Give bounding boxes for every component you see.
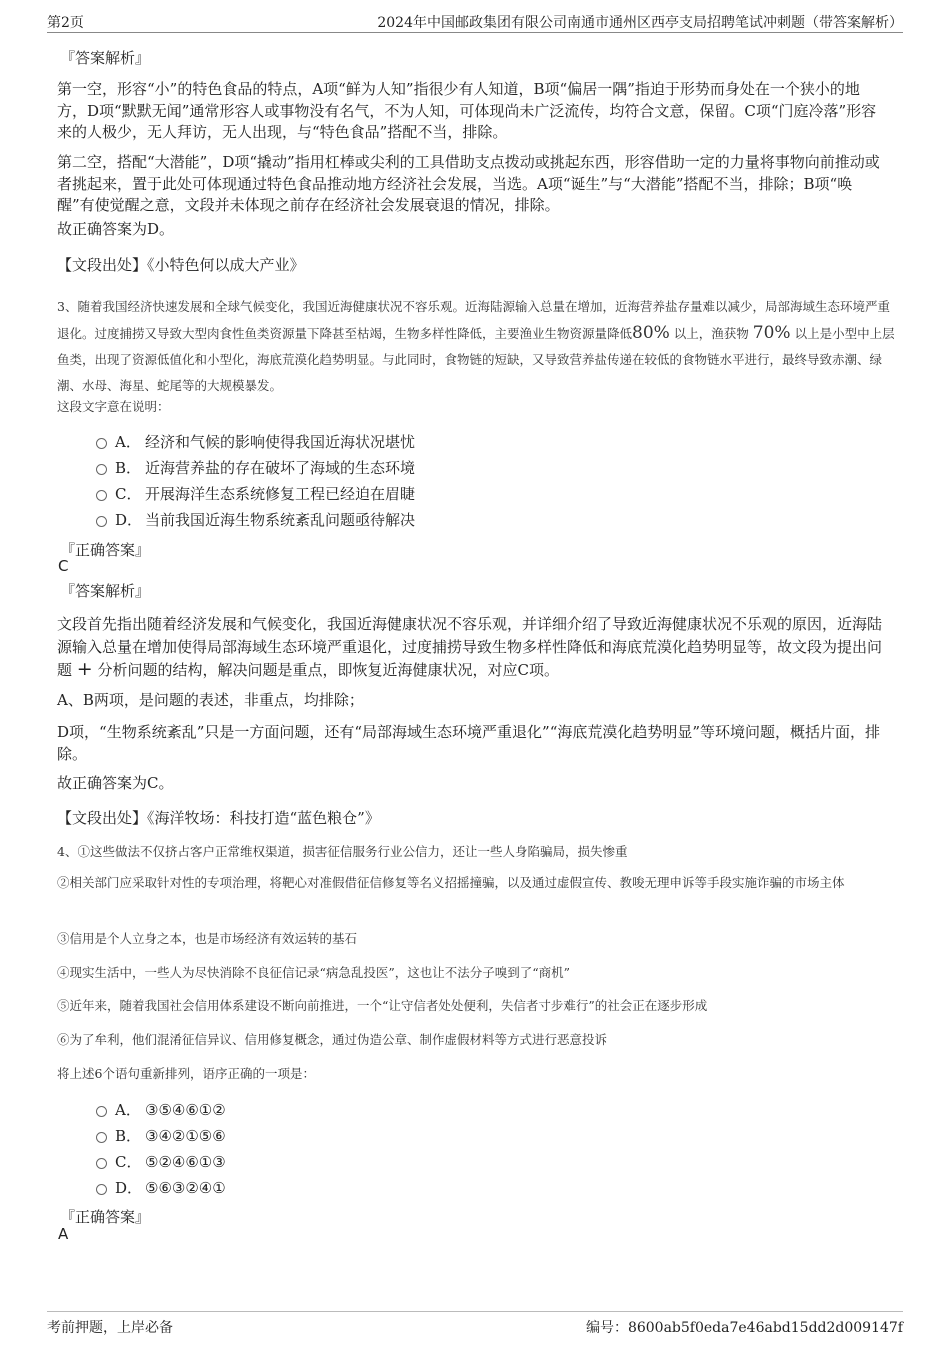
radio-icon[interactable] xyxy=(96,1132,107,1143)
radio-icon[interactable] xyxy=(96,1158,107,1169)
radio-icon[interactable] xyxy=(96,438,107,449)
q4-sentence-1: 4、①这些做法不仅挤占客户正常维权渠道，损害征信服务行业公信力，还让一些人身陷骗局，损失惨重 xyxy=(57,844,628,859)
q3-analysis-p3: D项，“生物系统紊乱”只是一方面问题，还有“局部海域生态环境严重退化”“海底荒漠化趋势明显”等环境问题，概括片面，排除。 xyxy=(57,723,881,763)
radio-icon[interactable] xyxy=(96,490,107,501)
q3-analysis-label: 『答案解析』 xyxy=(60,582,151,600)
q4-option-a[interactable]: A． ③⑤④⑥①② xyxy=(96,1098,226,1122)
radio-icon[interactable] xyxy=(96,1184,107,1195)
q2-analysis-p1: 第一空，形容“小”的特色食品的特点，A项“鲜为人知”指很少有人知道，B项“偏居一隅”指迫于形势而身处在一个狭小的地方，D项“默默无闻”通常形容人或事物没有名气，不为人知，可体现尚未广泛流传，均符合文意，保留。C项“门庭冷落”形容来的人极少，无人拜访，无人出现，与“特色食品”搭配不当，排除。 xyxy=(57,80,877,141)
radio-icon[interactable] xyxy=(96,464,107,475)
page-footer xyxy=(47,1311,903,1338)
q3-analysis-p1: 文段首先指出随着经济发展和气候变化，我国近海健康状况不容乐观，并详细介绍了导致近海健康状况不乐观的原因，近海陆源输入总量在增加使得局部海域生态环境严重退化，过度捕捞导致生物多样性降低和海底荒漠化趋势明显等，故文段为提出问题 + 分析问题的结构，解决问题是重点，即恢复近海健康状况，对应C项。 xyxy=(57,615,883,680)
footer-doc-id: 编号：8600ab5f0eda7e46abd15dd2d009147f xyxy=(585,1320,903,1336)
q3-option-d[interactable]: D． 当前我国近海生物系统紊乱问题亟待解决 xyxy=(96,508,415,532)
q4-correct-answer: A xyxy=(58,1225,69,1243)
q4-option-b[interactable]: B． ③④②①⑤⑥ xyxy=(96,1124,226,1148)
q3-prompt: 这段文字意在说明： xyxy=(57,399,170,414)
q4-sentence-5: ⑤近年来，随着我国社会信用体系建设不断向前推进，一个“让守信者处处便利，失信者寸步难行”的社会正在逐步形成 xyxy=(57,998,708,1013)
q3-stem: 3、随着我国经济快速发展和全球气候变化，我国近海健康状况不容乐观。近海陆源输入总量在增加，近海营养盐存量难以减少，局部海域生态环境严重退化。过度捕捞又导致大型肉食性鱼类资源量下降甚至枯竭，生物多样性降低，主要渔业生物资源量降低80% 以上，渔获物 70% 以上是小型中上层鱼类，出现了资源低值化和小型化，海底荒漠化趋势明显。与此同时，食物链的短缺，又导致营养盐传递在较低的食物链水平进行，最终导致赤潮、绿潮、水母、海星、蛇尾等的大规模暴发。 xyxy=(57,299,895,393)
q4-prompt: 将上述6个语句重新排列，语序正确的一项是： xyxy=(57,1066,315,1081)
q3-option-c[interactable]: C． 开展海洋生态系统修复工程已经迫在眉睫 xyxy=(96,482,415,506)
page-number: 第2页 xyxy=(47,15,84,31)
q2-analysis-conclusion: 故正确答案为D。 xyxy=(57,220,175,238)
q4-sentence-3: ③信用是个人立身之本，也是市场经济有效运转的基石 xyxy=(57,931,358,946)
q3-analysis-p2: A、B两项，是问题的表述，非重点，均排除； xyxy=(57,691,364,709)
q3-option-a[interactable]: A． 经济和气候的影响使得我国近海状况堪忧 xyxy=(96,430,415,454)
q4-option-d[interactable]: D． ⑤⑥③②④① xyxy=(96,1176,226,1200)
radio-icon[interactable] xyxy=(96,516,107,527)
q2-source: 【文段出处】《小特色何以成大产业》 xyxy=(57,256,305,274)
q2-analysis-p2: 第二空，搭配“大潜能”，D项“撬动”指用杠棒或尖利的工具借助支点拨动或挑起东西，形容借助一定的力量将事物向前推动或者挑起来，置于此处可体现通过特色食品推动地方经济社会发展，当选。A项“诞生”与“大潜能”搭配不当，排除；B项“唤醒”有使觉醒之意，文段并未体现之前存在经济社会发展衰退的情况，排除。 xyxy=(57,153,880,214)
q4-correct-label: 『正确答案』 xyxy=(60,1208,151,1226)
q2-analysis-label: 『答案解析』 xyxy=(60,49,151,67)
q3-pct-80: 80% xyxy=(632,323,670,343)
q3-source: 【文段出处】《海洋牧场：科技打造“蓝色粮仓”》 xyxy=(57,809,380,827)
footer-slogan: 考前押题，上岸必备 xyxy=(47,1320,173,1336)
document-title: 2024年中国邮政集团有限公司南通市通州区西亭支局招聘笔试冲刺题（带答案解析） xyxy=(377,15,903,31)
plus-sign: + xyxy=(76,658,93,680)
page-header xyxy=(47,8,903,33)
q4-sentence-6: ⑥为了牟利，他们混淆征信异议、信用修复概念，通过伪造公章、制作虚假材料等方式进行恶意投诉 xyxy=(57,1032,608,1047)
q3-pct-70: 70% xyxy=(752,323,791,343)
q3-analysis-conclusion: 故正确答案为C。 xyxy=(57,774,174,792)
radio-icon[interactable] xyxy=(96,1106,107,1117)
q3-correct-answer: C xyxy=(58,557,69,575)
q4-sentence-4: ④现实生活中，一些人为尽快消除不良征信记录“病急乱投医”，这也让不法分子嗅到了“商机” xyxy=(57,965,571,980)
q3-correct-label: 『正确答案』 xyxy=(60,541,151,559)
q4-sentence-2: ②相关部门应采取针对性的专项治理，将靶心对准假借征信修复等名义招摇撞骗，以及通过虚假宣传、教唆无理申诉等手段实施诈骗的市场主体 xyxy=(57,875,845,890)
q3-option-b[interactable]: B． 近海营养盐的存在破坏了海域的生态环境 xyxy=(96,456,415,480)
q4-option-c[interactable]: C． ⑤②④⑥①③ xyxy=(96,1150,226,1174)
